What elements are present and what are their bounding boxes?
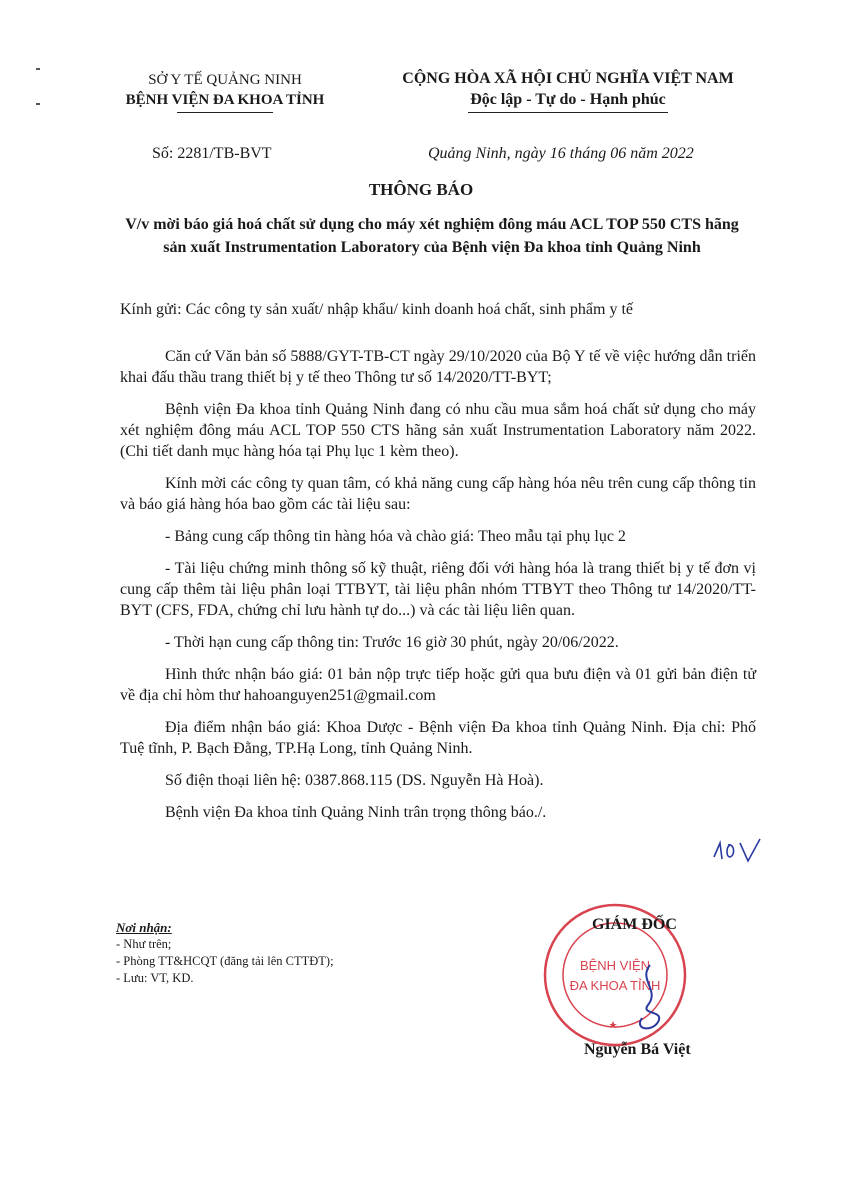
document-title: THÔNG BÁO: [368, 180, 474, 199]
nation-line-2: Độc lập - Tự do - Hạnh phúc: [470, 91, 666, 108]
stamp-text-line-1: BỆNH VIỆN: [579, 958, 651, 973]
org-line-1: SỞ Y TẾ QUẢNG NINH: [148, 72, 302, 88]
recipient-line: Kính gửi: Các công ty sản xuất/ nhập khẩu/ kinh doanh hoá chất, sinh phẩm y tế: [120, 301, 634, 318]
document-number: Số: 2281/TB-BVT: [152, 145, 272, 162]
org-line-2: BỆNH VIỆN ĐA KHOA TỈNH: [125, 92, 325, 108]
document-body: [120, 346, 756, 834]
body-paragraph: Bệnh viện Đa khoa tỉnh Quảng Ninh trân trọng thông báo./.: [165, 804, 547, 821]
motto-underline: [468, 112, 668, 113]
document-date: Quảng Ninh, ngày 16 tháng 06 năm 2022: [428, 145, 694, 162]
national-motto: [378, 68, 758, 113]
org-underline: [177, 112, 273, 113]
distribution-item: - Như trên;: [116, 937, 172, 951]
document-subject: V/v mời báo giá hoá chất sử dụng cho máy xét nghiệm đông máu ACL TOP 550 CTS hãng sản xuất Instrumentation Laboratory của Bệnh viện Đa khoa tỉnh Quảng Ninh: [125, 216, 739, 256]
handwritten-initials: [710, 835, 765, 867]
stamp-text-line-2: ĐA KHOA TỈNH: [569, 978, 661, 993]
body-paragraph: Số điện thoại liên hệ: 0387.868.115 (DS. Nguyễn Hà Hoà).: [165, 772, 544, 789]
margin-mark: [36, 103, 40, 105]
body-paragraph: - Thời hạn cung cấp thông tin: Trước 16 giờ 30 phút, ngày 20/06/2022.: [165, 634, 619, 651]
handwritten-signature: [620, 960, 680, 1040]
body-paragraph: Bệnh viện Đa khoa tỉnh Quảng Ninh đang có nhu cầu mua sắm hoá chất sử dụng cho máy xét nghiệm đông máu ACL TOP 550 CTS hãng sản xuất Instrumentation Laboratory năm 2022. (Chi tiết danh mục hàng hóa tại Phụ lục 1 kèm theo).: [120, 401, 756, 460]
body-paragraph: Kính mời các công ty quan tâm, có khả năng cung cấp hàng hóa nêu trên cung cấp thông tin và báo giá hàng hóa bao gồm các tài liệu sau:: [120, 475, 756, 513]
distribution-heading: Nơi nhận:: [116, 920, 172, 935]
body-paragraph: Căn cứ Văn bản số 5888/GYT-TB-CT ngày 29/10/2020 của Bộ Y tế về việc hướng dẫn triển khai đấu thầu trang thiết bị y tế theo Thông tư số 14/2020/TT-BYT;: [120, 348, 756, 386]
body-paragraph: - Tài liệu chứng minh thông số kỹ thuật, riêng đối với hàng hóa là trang thiết bị y tế đơn vị cung cấp thêm tài liệu phân loại TTBYT, tài liệu phân nhóm TTBYT theo Thông tư 14/2020/TT-BYT (CFS, FDA, chứng chỉ lưu hành tự do...) và các tài liệu liên quan.: [120, 560, 756, 619]
body-paragraph: - Bảng cung cấp thông tin hàng hóa và chào giá: Theo mẫu tại phụ lục 2: [165, 528, 626, 545]
distribution-item: - Phòng TT&HCQT (đăng tải lên CTTĐT);: [116, 954, 334, 968]
signatory-name: Nguyễn Bá Việt: [584, 1041, 691, 1058]
body-paragraph: Địa điểm nhận báo giá: Khoa Dược - Bệnh viện Đa khoa tỉnh Quảng Ninh. Địa chỉ: Phố Tuệ tĩnh, P. Bạch Đằng, TP.Hạ Long, tỉnh Quảng Ninh.: [120, 719, 756, 757]
nation-line-1: CỘNG HÒA XÃ HỘI CHỦ NGHĨA VIỆT NAM: [402, 70, 734, 87]
issuing-organization: [95, 70, 355, 113]
margin-mark: [36, 68, 40, 70]
body-paragraph: Hình thức nhận báo giá: 01 bản nộp trực tiếp hoặc gửi qua bưu điện và 01 gửi bản điện tử về địa chỉ hòm thư hahoanguyen251@gmail.com: [120, 666, 756, 704]
distribution-item: - Lưu: VT, KD.: [116, 971, 194, 985]
distribution-list: [116, 919, 334, 987]
signatory-title: GIÁM ĐỐC: [592, 916, 677, 933]
